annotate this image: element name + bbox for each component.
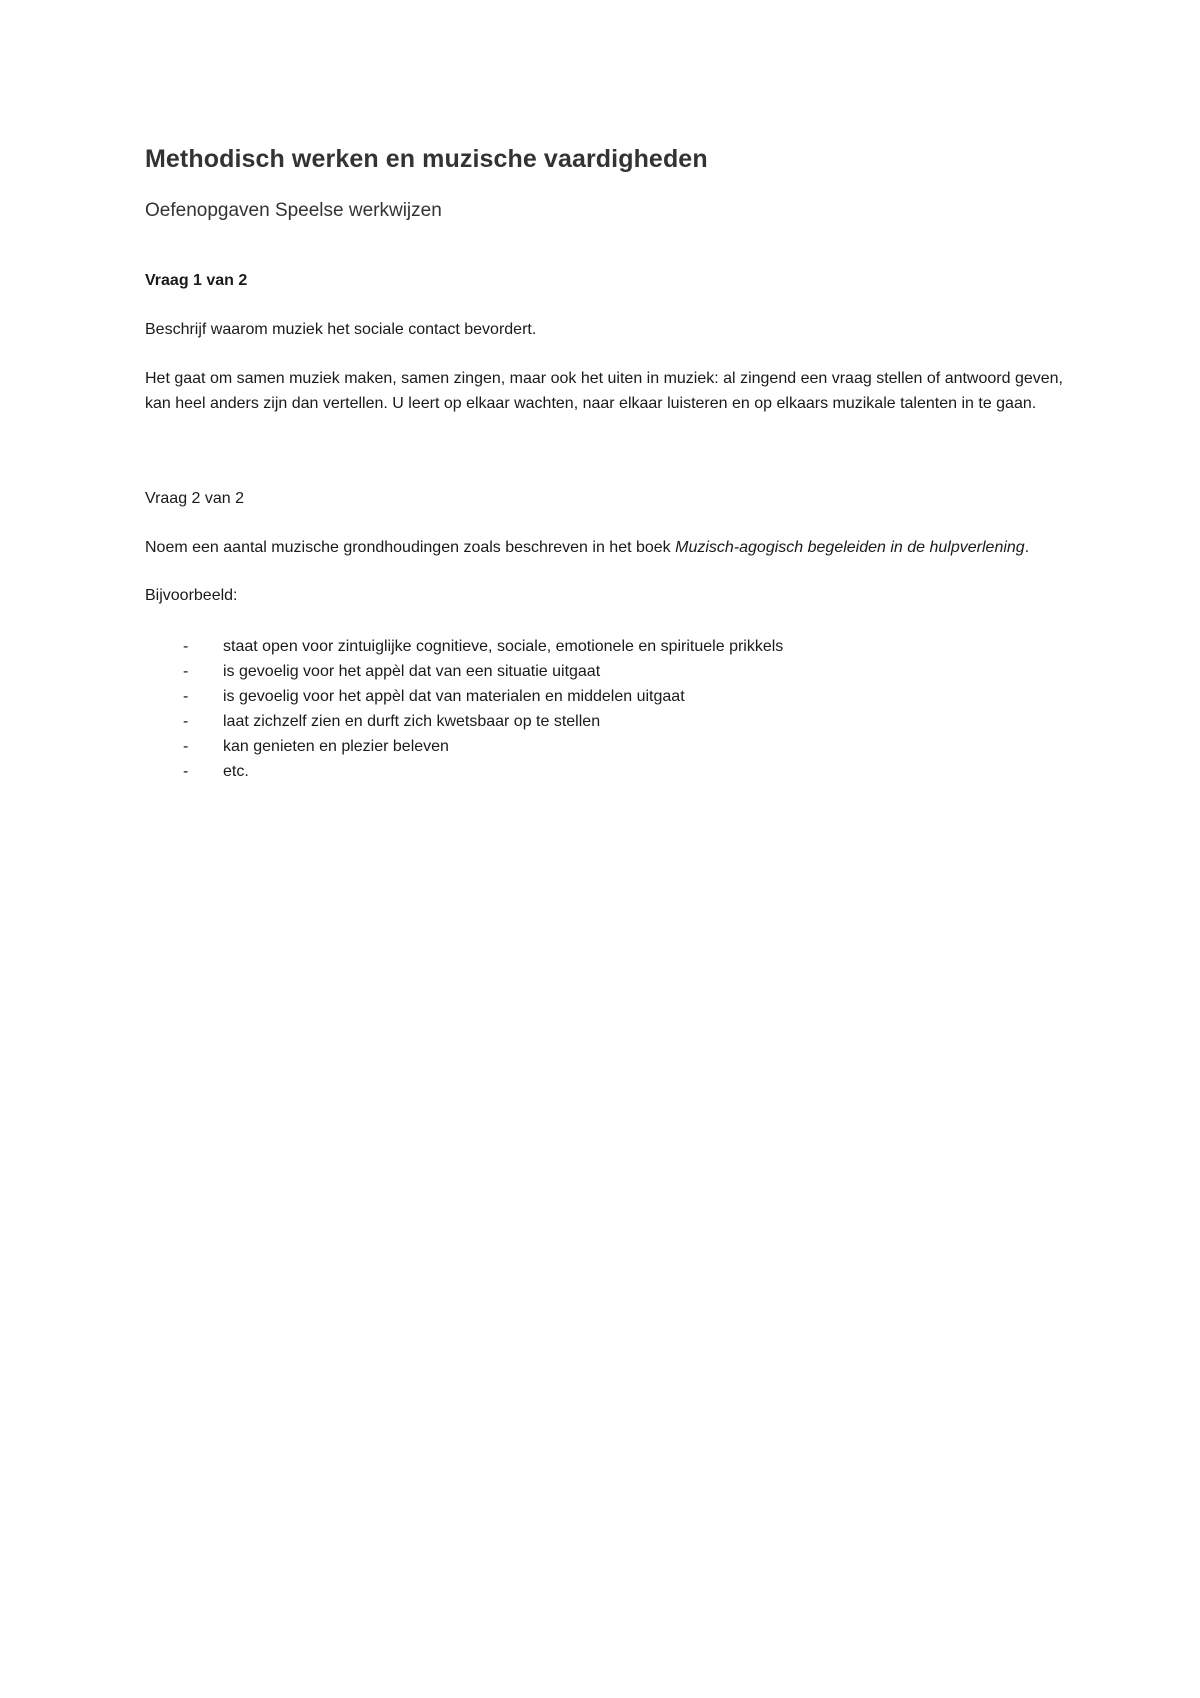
list-item-text: kan genieten en plezier beleven [223, 738, 449, 755]
question-2-text [145, 536, 1063, 560]
list-item [145, 734, 1063, 759]
list-item-text: is gevoelig voor het appèl dat van materialen en middelen uitgaat [223, 688, 685, 705]
bullet-dash: - [183, 738, 189, 755]
question-2-prefix: Noem een aantal muzische grondhoudingen zoals beschreven in het boek [145, 539, 676, 556]
book-title: Muzisch-agogisch begeleiden in de hulpverlening [675, 539, 1025, 556]
list-item-text: laat zichzelf zien en durft zich kwetsbaar op te stellen [223, 713, 601, 730]
list-item-text: etc. [223, 763, 249, 780]
document-subtitle: Oefenopgaven Speelse werkwijzen [145, 200, 442, 221]
list-item-text: is gevoelig voor het appèl dat van een situatie uitgaat [223, 663, 601, 680]
list-item-text: staat open voor zintuiglijke cognitieve, sociale, emotionele en spirituele prikkels [223, 638, 784, 655]
bullet-dash: - [183, 663, 189, 680]
bullet-dash: - [183, 688, 189, 705]
grondhoudingen-list [145, 634, 1063, 784]
list-item [145, 659, 1063, 684]
list-item [145, 709, 1063, 734]
question-1-answer: Het gaat om samen muziek maken, samen zingen, maar ook het uiten in muziek: al zingend een vraag stellen of antwoord geven, kan heel anders zijn dan vertellen. U leert op elkaar wachten, naar elkaar luisteren en op elkaars muzikale talenten in te gaan. [145, 370, 1063, 412]
question-1-heading: Vraag 1 van 2 [145, 272, 248, 289]
question-2-suffix: . [1024, 539, 1030, 556]
document-page [145, 142, 1063, 784]
list-item [145, 759, 1063, 784]
list-item [145, 684, 1063, 709]
bullet-dash: - [183, 638, 189, 655]
question-2-heading: Vraag 2 van 2 [145, 490, 245, 507]
list-item [145, 634, 1063, 659]
example-label: Bijvoorbeeld: [145, 587, 238, 604]
document-title: Methodisch werken en muzische vaardigheden [145, 145, 708, 173]
bullet-dash: - [183, 763, 189, 780]
question-1-text: Beschrijf waarom muziek het sociale contact bevordert. [145, 321, 537, 338]
bullet-dash: - [183, 713, 189, 730]
